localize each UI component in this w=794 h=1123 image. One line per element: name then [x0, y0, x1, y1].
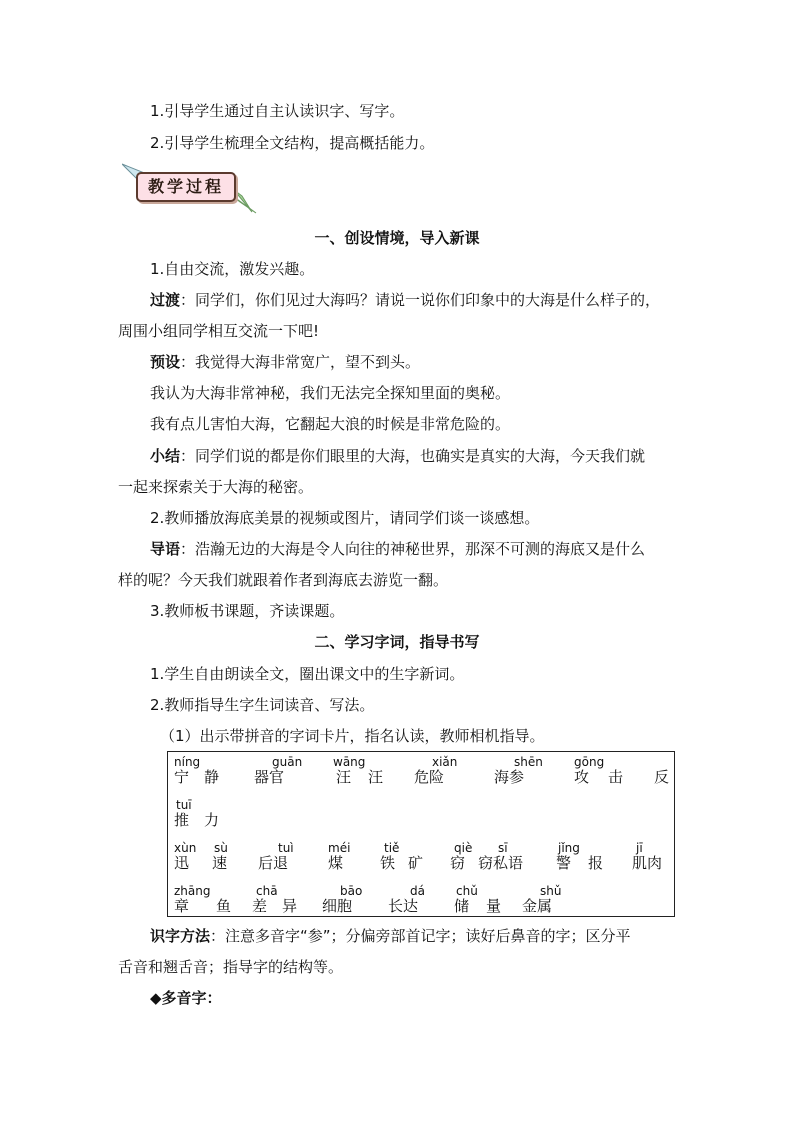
guide-label: 导语 — [150, 540, 181, 558]
word: 汪 — [336, 768, 352, 786]
word: 攻 — [574, 768, 590, 786]
pinyin: níng — [174, 755, 201, 769]
word: 危险 — [414, 768, 445, 786]
pinyin: guān — [272, 755, 303, 769]
word: 肌肉 — [632, 854, 663, 872]
word: 鱼 — [216, 897, 232, 915]
word: 铁 — [380, 854, 396, 872]
word: 后退 — [258, 854, 289, 872]
s2-sub1: （1）出示带拼音的字词卡片，指名认读，教师相机指导。 — [160, 727, 545, 745]
word: 煤 — [328, 854, 344, 872]
summary-text-1: ：同学们说的都是你们眼里的大海，也确实是真实的大海，今天我们就 — [180, 447, 646, 465]
transition-text-1: ：同学们，你们见过大海吗？请说一说你们印象中的大海是什么样子的， — [180, 291, 661, 309]
word: 宁 — [174, 768, 190, 786]
pinyin: gōng — [574, 755, 605, 769]
word: 速 — [212, 854, 228, 872]
pinyin: qiè — [454, 841, 473, 855]
word: 章 — [174, 897, 190, 915]
word: 金属 — [522, 897, 553, 915]
method-label: 识字方法 — [150, 927, 211, 945]
pinyin: shǔ — [540, 884, 562, 898]
section2-heading: 二、学习字词，指导书写 — [314, 633, 480, 651]
word: 汪 — [368, 768, 384, 786]
pinyin: sī — [498, 841, 508, 855]
word: 矿 — [408, 854, 424, 872]
word: 储 — [454, 897, 470, 915]
transition-label: 过渡 — [150, 291, 181, 309]
word: 力 — [204, 811, 220, 829]
teaching-process-banner — [122, 158, 257, 216]
pinyin: dá — [410, 884, 425, 898]
word: 报 — [588, 854, 604, 872]
pinyin: jǐng — [558, 841, 580, 855]
method-text-1: ：注意多音字“参”；分偏旁部首记字；读好后鼻音的字；区分平 — [210, 927, 631, 945]
pinyin: shēn — [514, 755, 543, 769]
word: 静 — [204, 768, 220, 786]
pinyin: wāng — [333, 755, 366, 769]
pinyin: tuì — [278, 841, 294, 855]
s1-step3: 3.教师板书课题，齐读课题。 — [150, 602, 345, 620]
word: 警 — [556, 854, 572, 872]
pinyin: xiǎn — [432, 755, 458, 769]
section1-heading: 一、创设情境，导入新课 — [314, 229, 480, 247]
s1-guide — [150, 539, 645, 559]
summary-label: 小结 — [150, 447, 181, 465]
s1-preset-2: 我认为大海非常神秘，我们无法完全探知里面的奥秘。 — [150, 384, 511, 402]
s2-method — [150, 926, 631, 946]
banner-label: 教学过程 — [147, 177, 224, 196]
word: 击 — [608, 768, 624, 786]
word: 器官 — [254, 768, 285, 786]
pinyin: tiě — [384, 841, 400, 855]
word: 海参 — [494, 768, 525, 786]
word: 细胞 — [322, 897, 353, 915]
pinyin: tuī — [176, 798, 192, 812]
s1-transition-cont: 周围小组同学相互交流一下吧! — [118, 322, 320, 340]
word: 窃 — [450, 854, 466, 872]
s1-preset — [150, 352, 420, 372]
word: 差 — [252, 897, 268, 915]
word: 量 — [486, 897, 502, 915]
preset-label: 预设 — [150, 353, 181, 371]
s1-summary-cont: 一起来探索关于大海的秘密。 — [118, 478, 314, 496]
pinyin: bāo — [340, 884, 363, 898]
polyphone-label: ◆多音字： — [150, 989, 222, 1007]
word: 迅 — [174, 854, 190, 872]
word: 推 — [174, 811, 190, 829]
s1-step1: 1.自由交流，激发兴趣。 — [150, 260, 315, 278]
pinyin: jī — [636, 841, 643, 855]
pinyin: méi — [328, 841, 351, 855]
word: 反 — [654, 768, 670, 786]
pinyin: zhāng — [174, 884, 211, 898]
s1-preset-3: 我有点儿害怕大海，它翻起大浪的时候是非常危险的。 — [150, 415, 511, 433]
s1-summary — [150, 446, 645, 466]
s1-guide-cont: 样的呢？今天我们就跟着作者到海底去游览一翻。 — [118, 571, 449, 589]
s2-step2: 2.教师指导生字生词读音、写法。 — [150, 696, 375, 714]
word: 异 — [282, 897, 298, 915]
guide-text-1: ：浩瀚无边的大海是令人向往的神秘世界，那深不可测的海底又是什么 — [180, 540, 646, 558]
vocab-card — [167, 751, 675, 917]
s1-transition — [150, 290, 660, 310]
objective-2: 2.引导学生梳理全文结构，提高概括能力。 — [150, 134, 435, 152]
pinyin: sù — [214, 841, 228, 855]
word: 长达 — [388, 897, 419, 915]
s2-step1: 1.学生自由朗读全文，圈出课文中的生字新词。 — [150, 665, 465, 683]
word: 窃私语 — [478, 854, 524, 872]
pinyin: chǔ — [456, 884, 478, 898]
preset-text: ：我觉得大海非常宽广，望不到头。 — [180, 353, 421, 371]
s2-method-cont: 舌音和翘舌音；指导字的结构等。 — [118, 958, 344, 976]
s1-step2: 2.教师播放海底美景的视频或图片，请同学们谈一谈感想。 — [150, 509, 540, 527]
pinyin: xùn — [174, 841, 197, 855]
pinyin: chā — [256, 884, 278, 898]
objective-1: 1.引导学生通过自主认读识字、写字。 — [150, 102, 405, 120]
